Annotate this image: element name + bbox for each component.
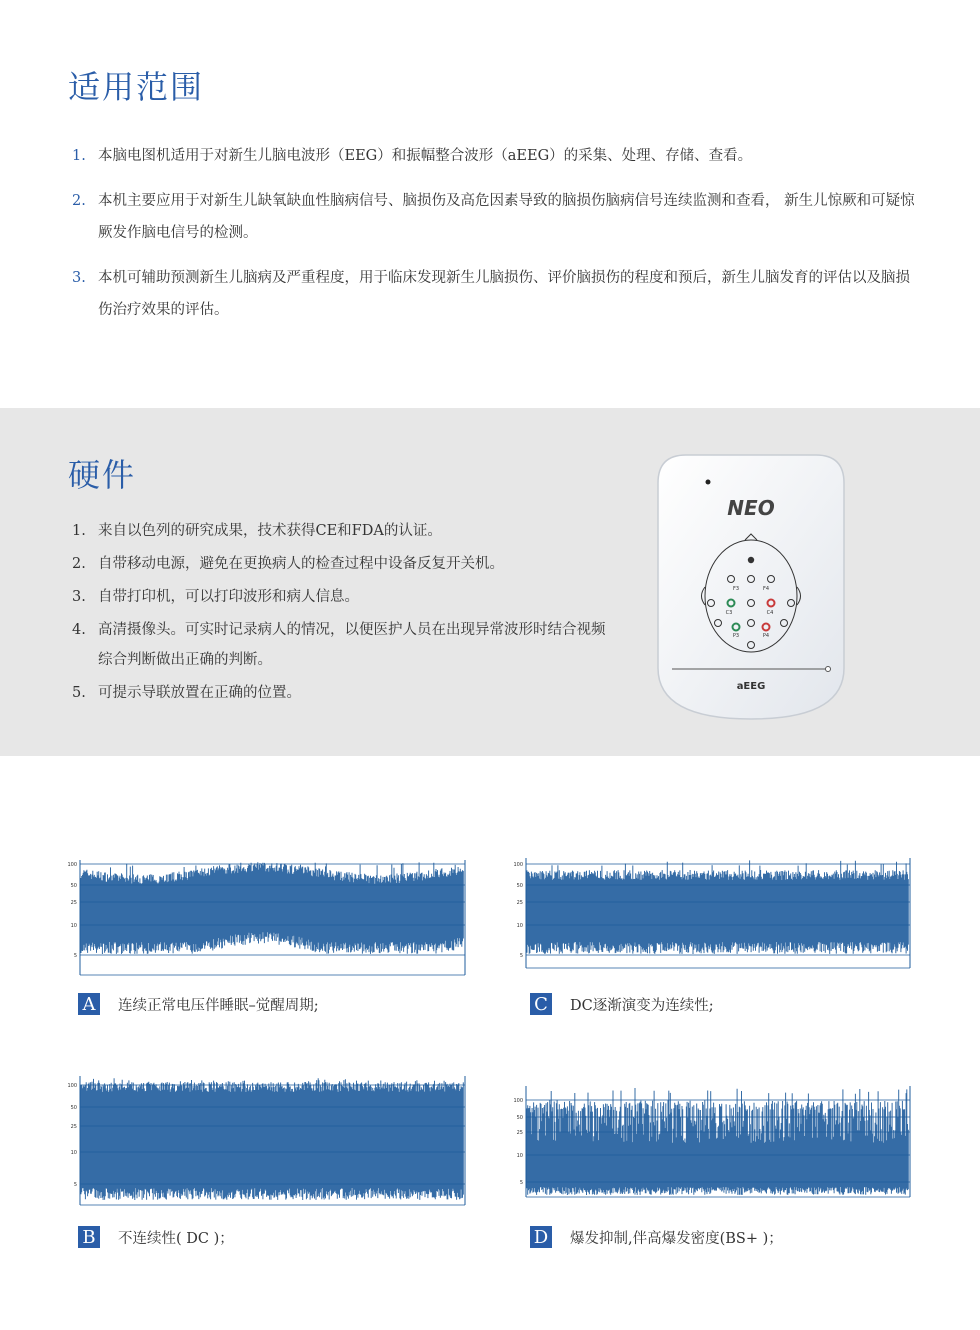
y-tick-label: 25 bbox=[516, 1130, 523, 1136]
list-item bbox=[72, 678, 612, 708]
list-number: 3. bbox=[72, 589, 86, 605]
y-tick-label: 50 bbox=[516, 883, 523, 889]
aeeg-chart-a bbox=[60, 850, 470, 985]
y-tick-label: 10 bbox=[70, 1150, 77, 1156]
list-text: 自带移动电源，避免在更换病人的检查过程中设备反复开关机。 bbox=[98, 556, 504, 572]
list-number: 1. bbox=[72, 523, 86, 539]
y-tick-label: 50 bbox=[516, 1115, 523, 1121]
list-text: 本脑电图机适用于对新生儿脑电波形（EEG）和振幅整合波形（aEEG）的采集、处理、存储、查看。 bbox=[98, 148, 753, 164]
panel-letter-badge: C bbox=[530, 993, 552, 1015]
caption-text: DC逐渐演变为连续性; bbox=[570, 997, 714, 1014]
neo-device-image bbox=[656, 453, 846, 721]
section-title-hardware: 硬件 bbox=[68, 456, 137, 494]
caption-c bbox=[530, 993, 714, 1015]
y-tick-label: 100 bbox=[67, 1083, 77, 1089]
caption-text: 不连续性( DC )； bbox=[118, 1230, 234, 1247]
caption-d bbox=[530, 1226, 783, 1248]
list-item bbox=[72, 516, 612, 546]
svg-text:F3: F3 bbox=[732, 586, 740, 592]
list-item bbox=[72, 549, 612, 579]
list-item bbox=[72, 140, 922, 172]
device-brand: NEO bbox=[727, 496, 775, 520]
aeeg-trace bbox=[81, 1078, 463, 1200]
aeeg-trace bbox=[527, 1088, 908, 1195]
y-tick-label: 5 bbox=[519, 953, 523, 959]
svg-text:P4: P4 bbox=[762, 633, 770, 639]
aeeg-chart-d bbox=[510, 1075, 920, 1205]
y-tick-label: 5 bbox=[519, 1180, 523, 1186]
panel-letter-badge: A bbox=[78, 993, 100, 1015]
y-tick-label: 5 bbox=[73, 1182, 77, 1188]
list-item bbox=[72, 582, 612, 612]
list-number: 5. bbox=[72, 685, 86, 701]
list-number: 2. bbox=[72, 193, 86, 209]
svg-text:P3: P3 bbox=[732, 633, 740, 639]
panel-letter-badge: B bbox=[78, 1226, 100, 1248]
list-item bbox=[72, 185, 922, 249]
y-tick-label: 10 bbox=[70, 923, 77, 929]
caption-a bbox=[78, 993, 319, 1015]
aeeg-chart-c bbox=[510, 850, 920, 985]
list-number: 2. bbox=[72, 556, 86, 572]
caption-text: 连续正常电压伴睡眠–觉醒周期; bbox=[118, 997, 319, 1014]
list-text: 高清摄像头。可实时记录病人的情况，以便医护人员在出现异常波形时结合视频综合判断做出正确的判断。 bbox=[98, 622, 606, 668]
aeeg-trace bbox=[81, 862, 463, 954]
scope-list bbox=[72, 140, 922, 339]
list-text: 可提示导联放置在正确的位置。 bbox=[98, 685, 301, 701]
list-item bbox=[72, 262, 922, 326]
y-tick-label: 10 bbox=[516, 1153, 523, 1159]
y-tick-label: 5 bbox=[73, 953, 77, 959]
caption-b bbox=[78, 1226, 234, 1248]
list-text: 本机可辅助预测新生儿脑病及严重程度，用于临床发现新生儿脑损伤、评价脑损伤的程度和预后，新生儿脑发育的评估以及脑损伤治疗效果的评估。 bbox=[98, 270, 910, 318]
svg-text:F4: F4 bbox=[762, 586, 770, 592]
hardware-section bbox=[0, 408, 980, 756]
indicator-dot bbox=[706, 480, 711, 485]
aeeg-trace bbox=[527, 860, 908, 954]
y-tick-label: 25 bbox=[70, 900, 77, 906]
hardware-list bbox=[72, 516, 612, 711]
list-number: 1. bbox=[72, 148, 86, 164]
list-text: 来自以色列的研究成果，技术获得CE和FDA的认证。 bbox=[98, 523, 442, 539]
list-item bbox=[72, 615, 612, 675]
device-label: aEEG bbox=[736, 681, 766, 692]
y-tick-label: 10 bbox=[516, 923, 523, 929]
svg-text:C4: C4 bbox=[766, 610, 774, 616]
panel-letter-badge: D bbox=[530, 1226, 552, 1248]
list-number: 3. bbox=[72, 270, 86, 286]
y-tick-label: 50 bbox=[70, 1105, 77, 1111]
y-tick-label: 50 bbox=[70, 883, 77, 889]
list-text: 本机主要应用于对新生儿缺氧缺血性脑病信号、脑损伤及高危因素导致的脑损伤脑病信号连续监测和查看， 新生儿惊厥和可疑惊厥发作脑电信号的检测。 bbox=[98, 193, 915, 241]
list-number: 4. bbox=[72, 622, 86, 638]
y-tick-label: 100 bbox=[513, 862, 523, 868]
y-tick-label: 100 bbox=[513, 1098, 523, 1104]
aeeg-chart-b bbox=[60, 1070, 470, 1215]
y-tick-label: 25 bbox=[516, 900, 523, 906]
caption-text: 爆发抑制,伴高爆发密度(BS+ )； bbox=[570, 1230, 783, 1247]
y-tick-label: 100 bbox=[67, 862, 77, 868]
list-text: 自带打印机，可以打印波形和病人信息。 bbox=[98, 589, 359, 605]
svg-text:C3: C3 bbox=[725, 610, 733, 616]
y-tick-label: 25 bbox=[70, 1124, 77, 1130]
section-title-scope: 适用范围 bbox=[68, 68, 205, 106]
